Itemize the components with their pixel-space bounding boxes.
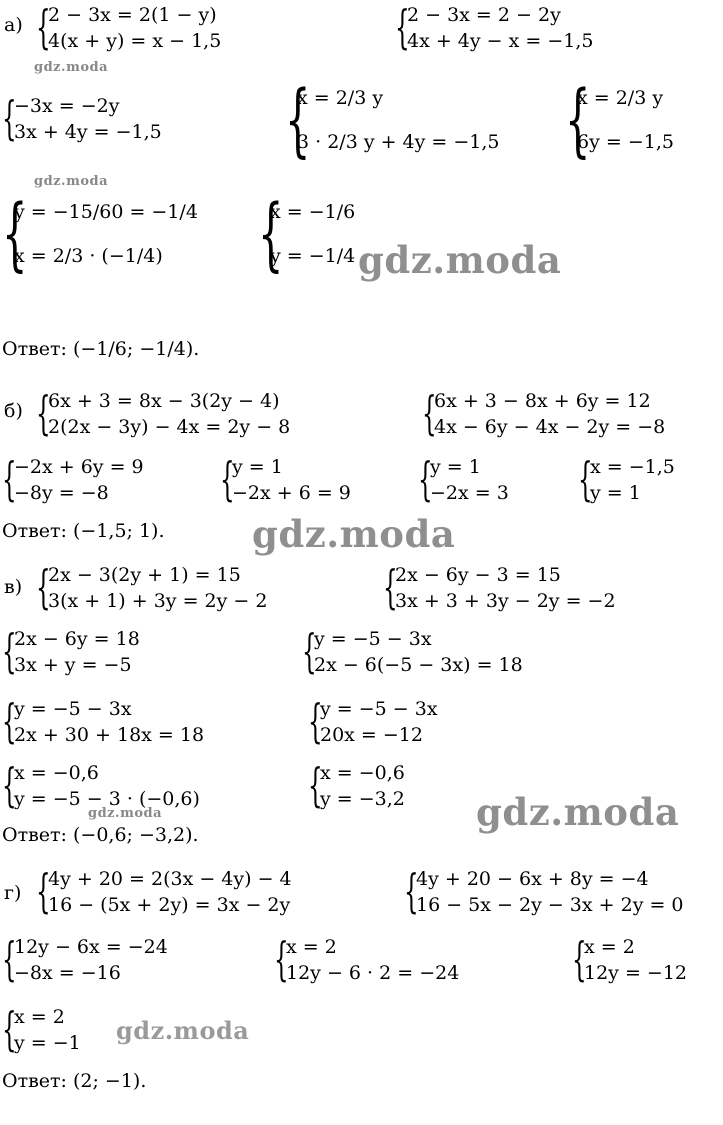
- system-b3: { −2x + 6y = 9 −8y = −8: [2, 452, 144, 507]
- system-a3: { −3x = −2y 3x + 4y = −1,5: [2, 91, 162, 146]
- watermark: gdz.moda: [34, 174, 109, 189]
- system-b2: { 6x + 3 − 8x + 6y = 12 4x − 6y − 4x − 2y = −8: [422, 386, 666, 441]
- system-v7: { x = −0,6 y = −5 − 3 · (−0,6): [2, 758, 200, 813]
- system-v8: { x = −0,6 y = −3,2: [308, 758, 405, 813]
- watermark: gdz.moda: [476, 790, 680, 834]
- part-a-label: а): [4, 14, 23, 36]
- system-v3: { 2x − 6y = 18 3x + y = −5: [2, 624, 140, 679]
- system-v5: { y = −5 − 3x 2x + 30 + 18x = 18: [2, 694, 205, 749]
- system-a5: { x = 2/3 y 6y = −1,5: [565, 73, 674, 166]
- system-b5: { y = 1 −2x = 3: [418, 452, 509, 507]
- system-v2: { 2x − 6y − 3 = 15 3x + 3 + 3y − 2y = −2: [383, 560, 616, 615]
- watermark: gdz.moda: [358, 238, 562, 282]
- system-g3: { 12y − 6x = −24 −8x = −16: [2, 932, 168, 987]
- answer-b: Ответ: (−1,5; 1).: [2, 520, 165, 542]
- system-a1: { 2 − 3x = 2(1 − y) 4(x + y) = x − 1,5: [36, 0, 222, 55]
- watermark: gdz.moda: [34, 60, 109, 75]
- system-b1: { 6x + 3 = 8x − 3(2y − 4) 2(2x − 3y) − 4x = 2y − 8: [36, 386, 291, 441]
- system-g5: { x = 2 12y = −12: [572, 932, 688, 987]
- system-g2: { 4y + 20 − 6x + 8y = −4 16 − 5x − 2y − 3x + 2y = 0: [404, 864, 684, 919]
- watermark: gdz.moda: [252, 512, 456, 556]
- system-a7: { x = −1/6 y = −1/4: [258, 187, 356, 280]
- system-a2: { 2 − 3x = 2 − 2y 4x + 4y − x = −1,5: [395, 0, 594, 55]
- system-v6: { y = −5 − 3x 20x = −12: [308, 694, 438, 749]
- part-g-label: г): [4, 882, 22, 904]
- watermark: gdz.moda: [88, 806, 163, 821]
- system-v1: { 2x − 3(2y + 1) = 15 3(x + 1) + 3y = 2y − 2: [36, 560, 268, 615]
- answer-v: Ответ: (−0,6; −3,2).: [2, 824, 199, 846]
- system-a4: { x = 2/3 y 3 · 2/3 y + 4y = −1,5: [285, 73, 500, 166]
- system-b6: { x = −1,5 y = 1: [578, 452, 675, 507]
- answer-a: Ответ: (−1/6; −1/4).: [2, 338, 200, 360]
- watermark: gdz.moda: [116, 1016, 250, 1045]
- system-v4: { y = −5 − 3x 2x − 6(−5 − 3x) = 18: [302, 624, 523, 679]
- part-v-label: в): [4, 576, 23, 598]
- part-b-label: б): [4, 400, 23, 422]
- system-g1: { 4y + 20 = 2(3x − 4y) − 4 16 − (5x + 2y) = 3x − 2y: [36, 864, 292, 919]
- system-g4: { x = 2 12y − 6 · 2 = −24: [274, 932, 460, 987]
- system-b4: { y = 1 −2x + 6 = 9: [220, 452, 351, 507]
- system-g6: { x = 2 y = −1: [2, 1002, 81, 1057]
- answer-g: Ответ: (2; −1).: [2, 1070, 147, 1092]
- system-a6: { y = −15/60 = −1/4 x = 2/3 · (−1/4): [2, 187, 198, 280]
